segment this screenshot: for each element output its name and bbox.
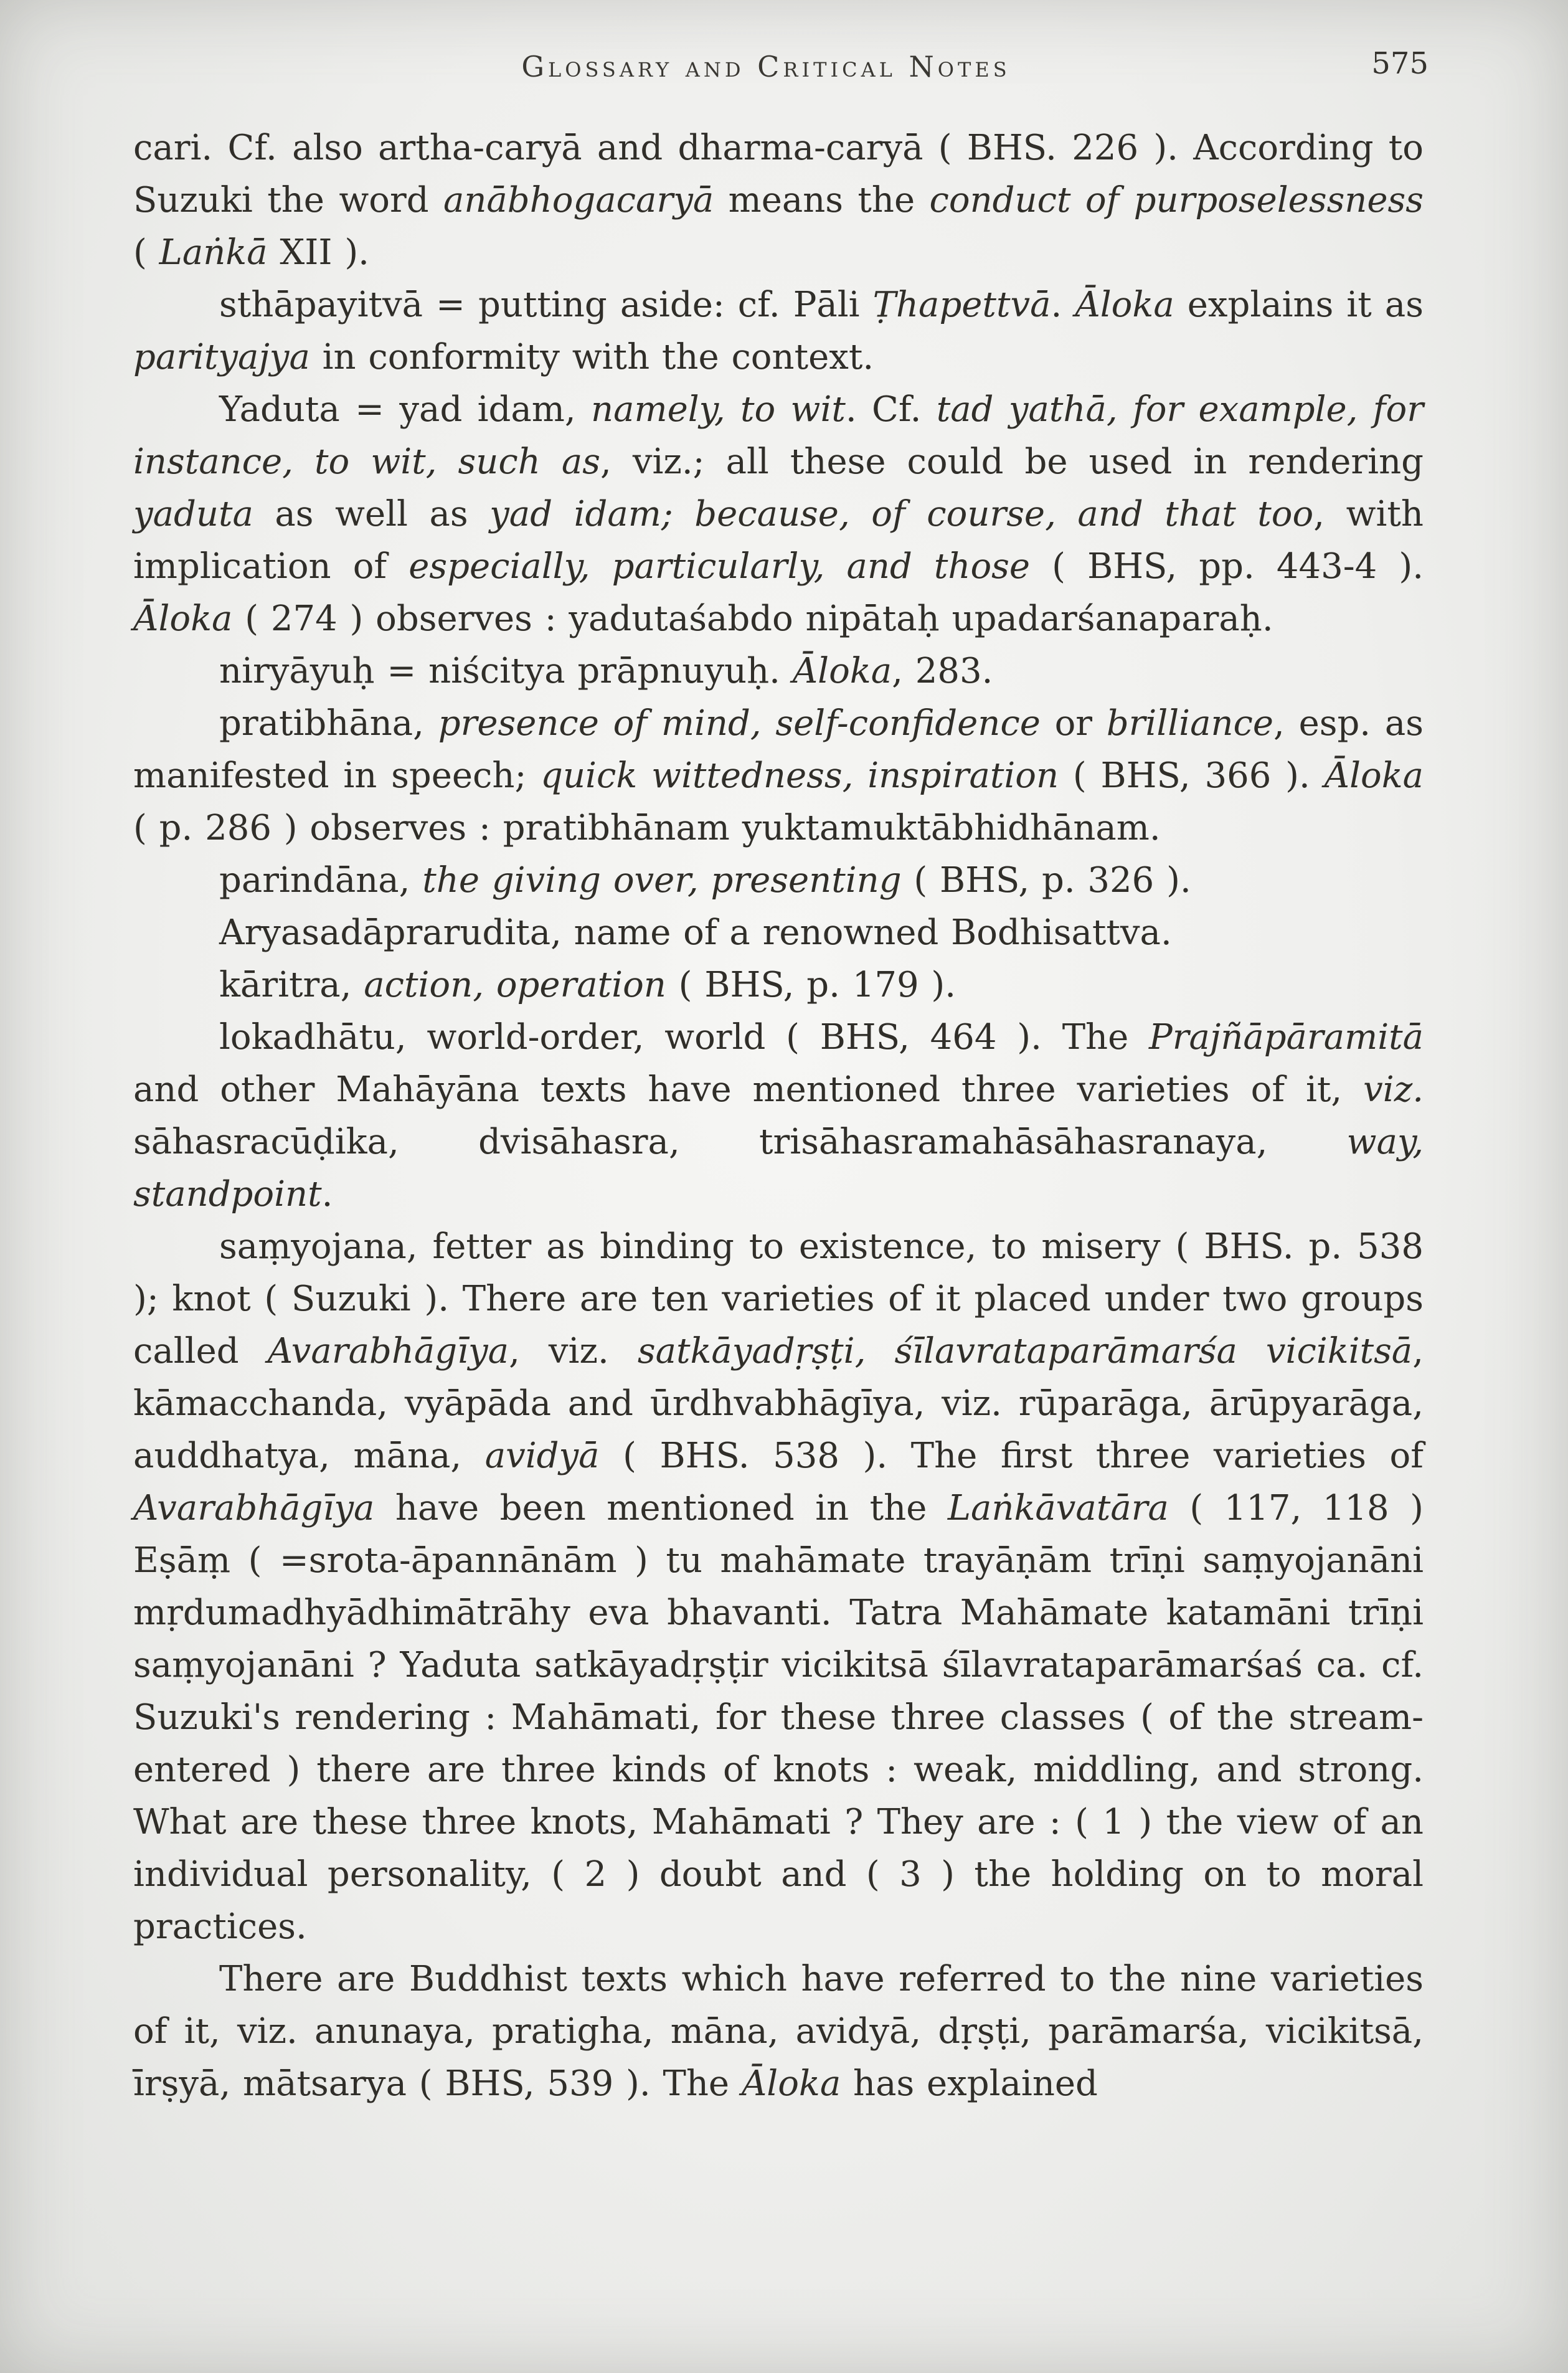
text-segment: have been mentioned in the [374, 1488, 948, 1528]
italic-text-segment: Āloka [1075, 285, 1174, 325]
italic-text-segment: namely, to wit [591, 389, 846, 430]
italic-text-segment: quick wittedness, inspiration [541, 755, 1059, 796]
text-segment: ( BHS. 538 ). The first three varieties of [599, 1436, 1424, 1476]
running-title: Glossary and Critical Notes [521, 50, 1011, 83]
text-segment: lokadhātu, world-order, world ( BHS, 464 ). The [219, 1017, 1150, 1058]
text-segment: ( [133, 232, 159, 273]
text-segment: , with implication of [133, 494, 1424, 587]
text-segment: Aryasadāprarudita, name of a renowned Bodhisattva. [219, 912, 1172, 953]
italic-text-segment: way, standpoint [133, 1122, 1424, 1215]
italic-text-segment: yad idam; because, of course, and that too [489, 494, 1314, 534]
italic-text-segment: Laṅkā [159, 232, 268, 273]
text-segment: parindāna, [219, 860, 423, 901]
text-segment: There are Buddhist texts which have referred to the nine varieties of it, viz. anunaya, pratigha, māna, avidyā, dṛṣṭi, parāmarśa, vicikitsā, īrṣyā, mātsarya ( BHS, 539 ). The [133, 1959, 1424, 2104]
italic-text-segment: especially, particularly, and those [409, 546, 1031, 587]
text-segment: ( 117, 118 ) Eṣāṃ ( =srota-āpannānām ) tu mahāmate trayāṇām trīṇi saṃyojanāni mṛdumadhyādhimātrāhy eva bhavanti. Tatra Mahāmate katamāni trīṇi saṃyojanāni ? Yaduta satkāyadṛṣṭir vicikitsā śīlavrataparāmarśaś ca. cf. Suzuki's rendering : Mahāmati, for these three classes ( of the stream-entered ) there are three kinds of knots : weak, middling, and strong. What are these three knots, Mahāmati ? They are : ( 1 ) the view of an individual personality, ( 2 ) doubt and ( 3 ) the holding on to moral practices. [133, 1488, 1424, 1947]
text-segment: means the [714, 180, 930, 220]
paragraph [133, 122, 1424, 279]
italic-text-segment: presence of mind, self-confidence [438, 703, 1041, 744]
text-segment: or [1040, 703, 1107, 744]
italic-text-segment: Āloka [792, 651, 892, 691]
paragraph [133, 907, 1424, 959]
text-segment: ( p. 286 ) observes : pratibhānam yuktamuktābhidhānam. [133, 808, 1161, 848]
italic-text-segment: parityajya [133, 337, 310, 377]
paragraph [133, 1011, 1424, 1221]
paragraph [133, 645, 1424, 698]
paragraph [133, 698, 1424, 855]
italic-text-segment: viz. [1363, 1069, 1424, 1110]
italic-text-segment: Avarabhāgīya [133, 1488, 375, 1528]
italic-text-segment: action, operation [364, 965, 666, 1005]
italic-text-segment: satkāyadṛṣṭi, śīlavrataparāmarśa vicikitsā [637, 1331, 1413, 1371]
paragraph [133, 1221, 1424, 1953]
italic-text-segment: Prajñāpāramitā [1149, 1017, 1424, 1058]
text-segment: ( BHS, p. 179 ). [666, 965, 956, 1005]
paragraph [133, 1953, 1424, 2110]
italic-text-segment: brilliance [1106, 703, 1274, 744]
page-number: 575 [1371, 46, 1429, 81]
italic-text-segment: the giving over, presenting [422, 860, 902, 901]
italic-text-segment: Āloka [741, 2063, 841, 2104]
text-segment: , kāmacchanda, vyāpāda and ūrdhvabhāgīya, viz. rūparāga, ārūpyarāga, auddhatya, māna, [133, 1331, 1424, 1476]
text-segment: explains it as [1174, 285, 1424, 325]
italic-text-segment: yaduta [133, 494, 253, 534]
text-segment: . [1051, 285, 1075, 325]
italic-text-segment: Āloka [133, 599, 233, 639]
text-segment: ( BHS, p. 326 ). [901, 860, 1191, 901]
paragraph [133, 279, 1424, 384]
page-body [133, 122, 1424, 2110]
text-segment: , viz.; all these could be used in rendering [600, 442, 1424, 482]
paragraph [133, 959, 1424, 1011]
paragraph [133, 855, 1424, 907]
text-segment: in conformity with the context. [309, 337, 874, 377]
text-segment: , viz. [509, 1331, 638, 1371]
italic-text-segment: Āloka [1324, 755, 1424, 796]
text-segment: ( BHS, pp. 443-4 ). [1030, 546, 1424, 587]
text-segment: and other Mahāyāna texts have mentioned three varieties of it, [133, 1069, 1364, 1110]
italic-text-segment: Avarabhāgīya [267, 1331, 509, 1371]
text-segment: , 283. [892, 651, 993, 691]
text-segment: sthāpayitvā = putting aside: cf. Pāli [219, 285, 873, 325]
text-segment: saṃyojana, fetter as binding to existence, to misery ( BHS. p. 538 ); knot ( Suzuki ). There are ten varieties of it placed under two groups called [133, 1226, 1424, 1371]
text-segment: ( BHS, 366 ). [1059, 755, 1325, 796]
text-segment: sāhasracūḍika, dvisāhasra, trisāhasramahāsāhasranaya, [133, 1122, 1347, 1162]
text-segment: ( 274 ) observes : yadutaśabdo nipātaḥ upadarśanaparaḥ. [232, 599, 1273, 639]
text-segment: . Cf. [845, 389, 937, 430]
text-segment: Yaduta = yad idam, [219, 389, 592, 430]
italic-text-segment: Ṭhapettvā [872, 285, 1051, 325]
text-segment: has explained [841, 2063, 1098, 2104]
text-segment: XII ). [267, 232, 369, 273]
text-segment: cari. Cf. also artha-caryā and dharma-caryā ( BHS. 226 ). According to Suzuki the word [133, 128, 1424, 220]
italic-text-segment: tad yathā, for example, for instance, to wit, such as [133, 389, 1424, 482]
italic-text-segment: Laṅkāvatāra [947, 1488, 1169, 1528]
text-segment: . [321, 1174, 333, 1215]
paragraph [133, 384, 1424, 645]
text-segment: kāritra, [219, 965, 364, 1005]
italic-text-segment: conduct of purposelessness [929, 180, 1424, 220]
page-header [133, 46, 1429, 95]
italic-text-segment: avidyā [484, 1436, 600, 1476]
text-segment: niryāyuḥ = niścitya prāpnuyuḥ. [219, 651, 793, 691]
text-segment: as well as [253, 494, 490, 534]
text-segment: , esp. as manifested in speech; [133, 703, 1424, 796]
text-segment: pratibhāna, [219, 703, 438, 744]
italic-text-segment: anābhogacaryā [443, 180, 714, 220]
